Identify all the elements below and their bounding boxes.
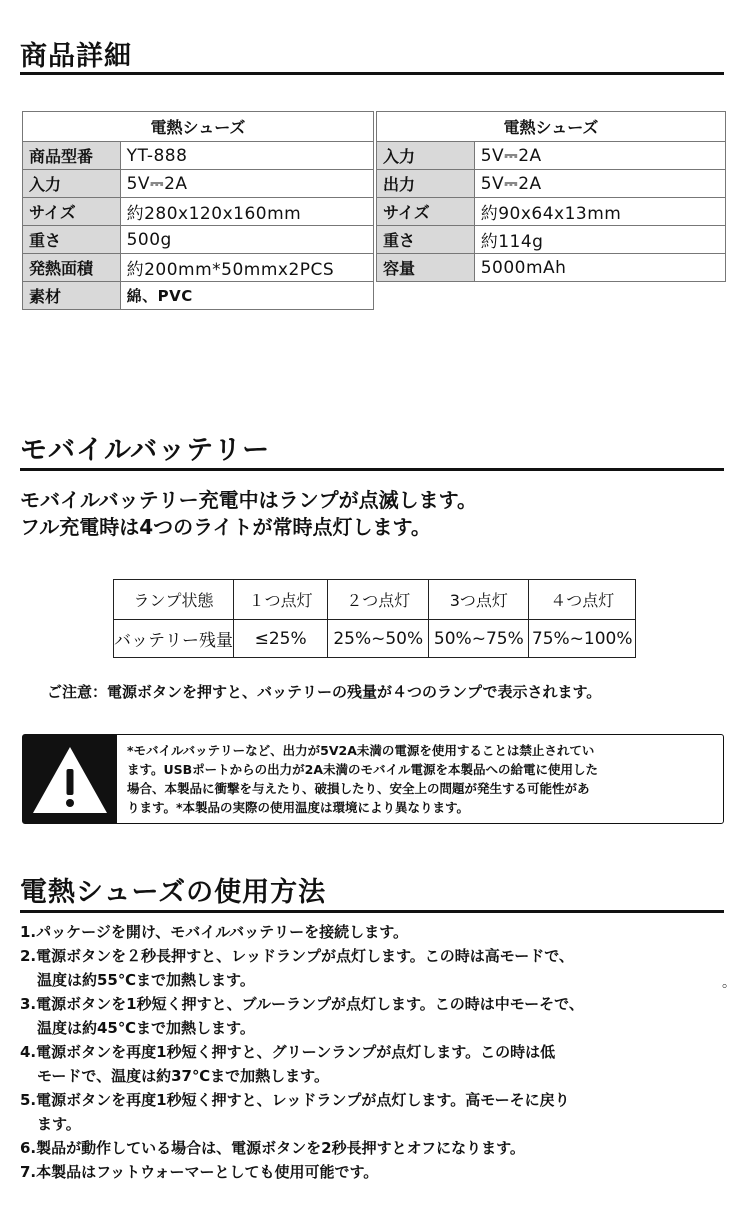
spec-label: 重さ — [23, 226, 121, 254]
spec-label: 重さ — [377, 226, 475, 254]
spec-value: 約200mm*50mmx2PCS — [120, 254, 373, 282]
warning-icon-panel — [23, 735, 117, 823]
step-line: 1.パッケージを開け、モバイルバッテリーを接続します。 — [20, 923, 408, 941]
lamp-header-cell: 3つ点灯 — [429, 580, 529, 620]
battery-note: ご注意：電源ボタンを押すと、バッテリーの残量が４つのランプで表示されます。 — [47, 683, 602, 701]
spec-table-shoes — [22, 111, 374, 310]
warning-line: ります。*本製品の実際の使用温度は環境により異なります。 — [127, 800, 470, 815]
warning-line: ます。USBポートからの出力が2A未満のモバイル電源を本製品への給電に使用した — [127, 762, 599, 777]
section-title-usage: 電熱シューズの使用方法 — [20, 877, 327, 908]
spec-table-caption: 電熱シューズ — [377, 112, 726, 142]
section-divider — [20, 72, 724, 75]
warning-text — [127, 741, 719, 817]
spec-value: 5V⎓2A — [120, 170, 373, 198]
step-line: 7.本製品はフットウォーマーとしても使用可能です。 — [20, 1163, 379, 1181]
spec-label: サイズ — [23, 198, 121, 226]
step-line: 4.電源ボタンを再度1秒短く押すと、グリーンランプが点灯します。この時は低 — [20, 1043, 556, 1061]
spec-value: 約280x120x160mm — [120, 198, 373, 226]
spec-value: 5000mAh — [474, 254, 725, 282]
spec-value: 5V⎓2A — [474, 170, 725, 198]
spec-value: YT-888 — [120, 142, 373, 170]
lamp-row-label: バッテリー残量 — [114, 620, 234, 658]
usage-step — [20, 1136, 525, 1160]
step-line-continued: 温度は約55℃まで加熱します。 — [37, 971, 255, 989]
usage-step — [20, 920, 408, 944]
spec-value: 500g — [120, 226, 373, 254]
spec-label: 出力 — [377, 170, 475, 198]
step-line: 6.製品が動作している場合は、電源ボタンを2秒長押すとオフになります。 — [20, 1139, 525, 1157]
spec-value: 約114g — [474, 226, 725, 254]
warning-line: 場合、本製品に衝撃を与えたり、破損したり、安全上の問題が発生する可能性があ — [127, 781, 590, 796]
section-title-product-details: 商品詳細 — [20, 41, 132, 72]
lamp-level-cell: 75%~100% — [529, 620, 636, 658]
step-line-continued: モードで、温度は約37℃まで加熱します。 — [37, 1067, 329, 1085]
usage-step — [20, 944, 574, 992]
step-line: 3.電源ボタンを1秒短く押すと、ブルーランプが点灯します。この時は中モーそで、 — [20, 995, 584, 1013]
intro-line: フル充電時は4つのライトが常時点灯します。 — [20, 515, 431, 539]
usage-step — [20, 1040, 555, 1088]
spec-label: 入力 — [23, 170, 121, 198]
section-divider — [20, 468, 724, 471]
lamp-header-cell: ２つ点灯 — [328, 580, 429, 620]
warning-triangle-icon — [23, 735, 117, 823]
lamp-status-table — [113, 579, 636, 658]
lamp-level-cell: 50%~75% — [429, 620, 529, 658]
spec-value: 約90x64x13mm — [474, 198, 725, 226]
battery-intro — [20, 487, 477, 541]
usage-step — [20, 992, 584, 1040]
section-divider — [20, 910, 724, 913]
lamp-header-cell: ４つ点灯 — [529, 580, 636, 620]
lamp-header-cell: ランプ状態 — [114, 580, 234, 620]
spec-value: 5V⎓2A — [474, 142, 725, 170]
spec-label: 容量 — [377, 254, 475, 282]
usage-step — [20, 1160, 378, 1184]
lamp-level-cell: 25%~50% — [328, 620, 429, 658]
step-line: 5.電源ボタンを再度1秒短く押すと、レッドランプが点灯します。高モーそに戻り — [20, 1091, 570, 1109]
section-title-mobile-battery: モバイルバッテリー — [20, 435, 271, 466]
spec-value: 綿、PVC — [120, 282, 373, 310]
spec-label: 入力 — [377, 142, 475, 170]
spec-table-battery — [376, 111, 726, 282]
lamp-header-cell: １つ点灯 — [234, 580, 328, 620]
intro-line: モバイルバッテリー充電中はランプが点滅します。 — [20, 488, 477, 512]
spec-label: 発熱面積 — [23, 254, 121, 282]
spec-label: 商品型番 — [23, 142, 121, 170]
warning-box — [22, 734, 724, 824]
spec-table-caption: 電熱シューズ — [23, 112, 374, 142]
warning-line: *モバイルバッテリーなど、出力が5V2A未満の電源を使用することは禁止されてい — [127, 743, 595, 758]
stray-mark: 。 — [722, 975, 736, 991]
lamp-level-cell: ≤25% — [234, 620, 328, 658]
step-line-continued: ます。 — [37, 1115, 81, 1133]
spec-label: サイズ — [377, 198, 475, 226]
usage-step — [20, 1088, 570, 1136]
step-line-continued: 温度は約45℃まで加熱します。 — [37, 1019, 255, 1037]
step-line: 2.電源ボタンを２秒長押すと、レッドランプが点灯します。この時は高モードで、 — [20, 947, 574, 965]
spec-label: 素材 — [23, 282, 121, 310]
